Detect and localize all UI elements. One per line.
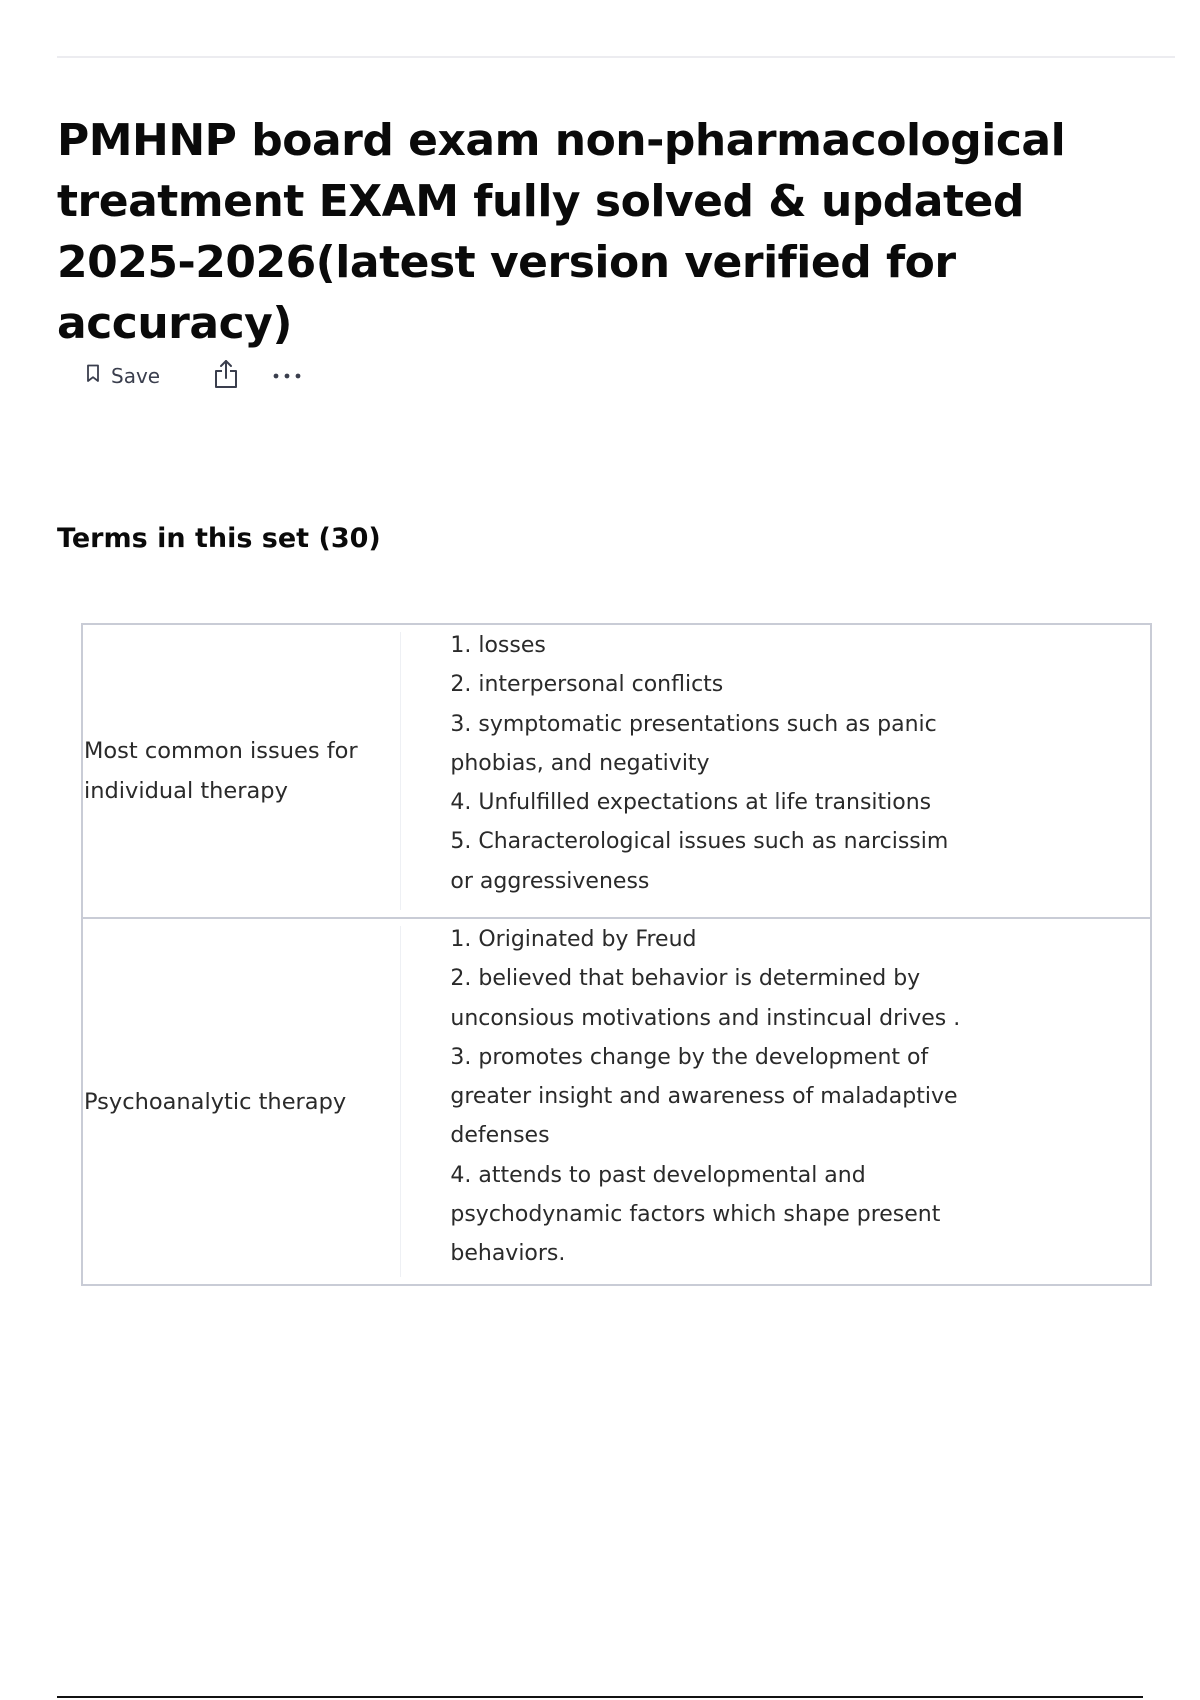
terms-count-heading: Terms in this set (30) bbox=[57, 523, 381, 554]
definition-line: 2. interpersonal conflicts bbox=[450, 672, 724, 698]
definition-line: 4. Unfulfilled expectations at life transitions bbox=[450, 790, 932, 816]
definition-line: greater insight and awareness of maladaptive bbox=[450, 1084, 958, 1110]
definition-line: 4. attends to past developmental and bbox=[450, 1162, 866, 1188]
term-cell bbox=[83, 926, 401, 1277]
more-horizontal-icon bbox=[272, 367, 302, 385]
share-icon bbox=[213, 359, 239, 394]
definition-cell bbox=[401, 919, 1150, 1284]
page-title: PMHNP board exam non-pharmacological treatment EXAM fully solved & updated 2025-2026(latest version verified for accuracy) bbox=[57, 115, 1066, 349]
top-divider bbox=[57, 56, 1175, 58]
term-cell bbox=[83, 632, 401, 910]
definition-line: psychodynamic factors which shape present bbox=[450, 1202, 941, 1228]
terms-list bbox=[81, 623, 1152, 1286]
definition-line: phobias, and negativity bbox=[450, 750, 710, 776]
definition-line: 3. promotes change by the development of bbox=[450, 1044, 929, 1070]
save-label: Save bbox=[111, 364, 161, 388]
term-card bbox=[83, 625, 1150, 917]
definition-line: 3. symptomatic presentations such as panic bbox=[450, 711, 937, 737]
term-card bbox=[83, 917, 1150, 1284]
definition-line: 1. losses bbox=[450, 633, 546, 658]
bookmark-icon bbox=[86, 364, 100, 388]
definition-line: 1. Originated by Freud bbox=[450, 927, 697, 952]
term-text: Most common issues for individual therapy bbox=[84, 738, 358, 804]
definition-line: behaviors. bbox=[450, 1241, 566, 1267]
bottom-divider bbox=[57, 1696, 1143, 1698]
save-button[interactable] bbox=[86, 364, 160, 388]
term-text: Psychoanalytic therapy bbox=[84, 1088, 347, 1115]
definition-cell bbox=[401, 625, 1150, 917]
action-bar bbox=[86, 358, 302, 394]
definition-line: or aggressiveness bbox=[450, 868, 650, 894]
definition-line: 5. Characterological issues such as narcissim bbox=[450, 829, 949, 855]
definition-line: defenses bbox=[450, 1123, 550, 1149]
more-options-button[interactable] bbox=[272, 367, 302, 385]
definition-line: unconsious motivations and instincual drives . bbox=[450, 1005, 961, 1031]
definition-line: 2. believed that behavior is determined by bbox=[450, 966, 921, 992]
share-button[interactable] bbox=[213, 359, 239, 394]
